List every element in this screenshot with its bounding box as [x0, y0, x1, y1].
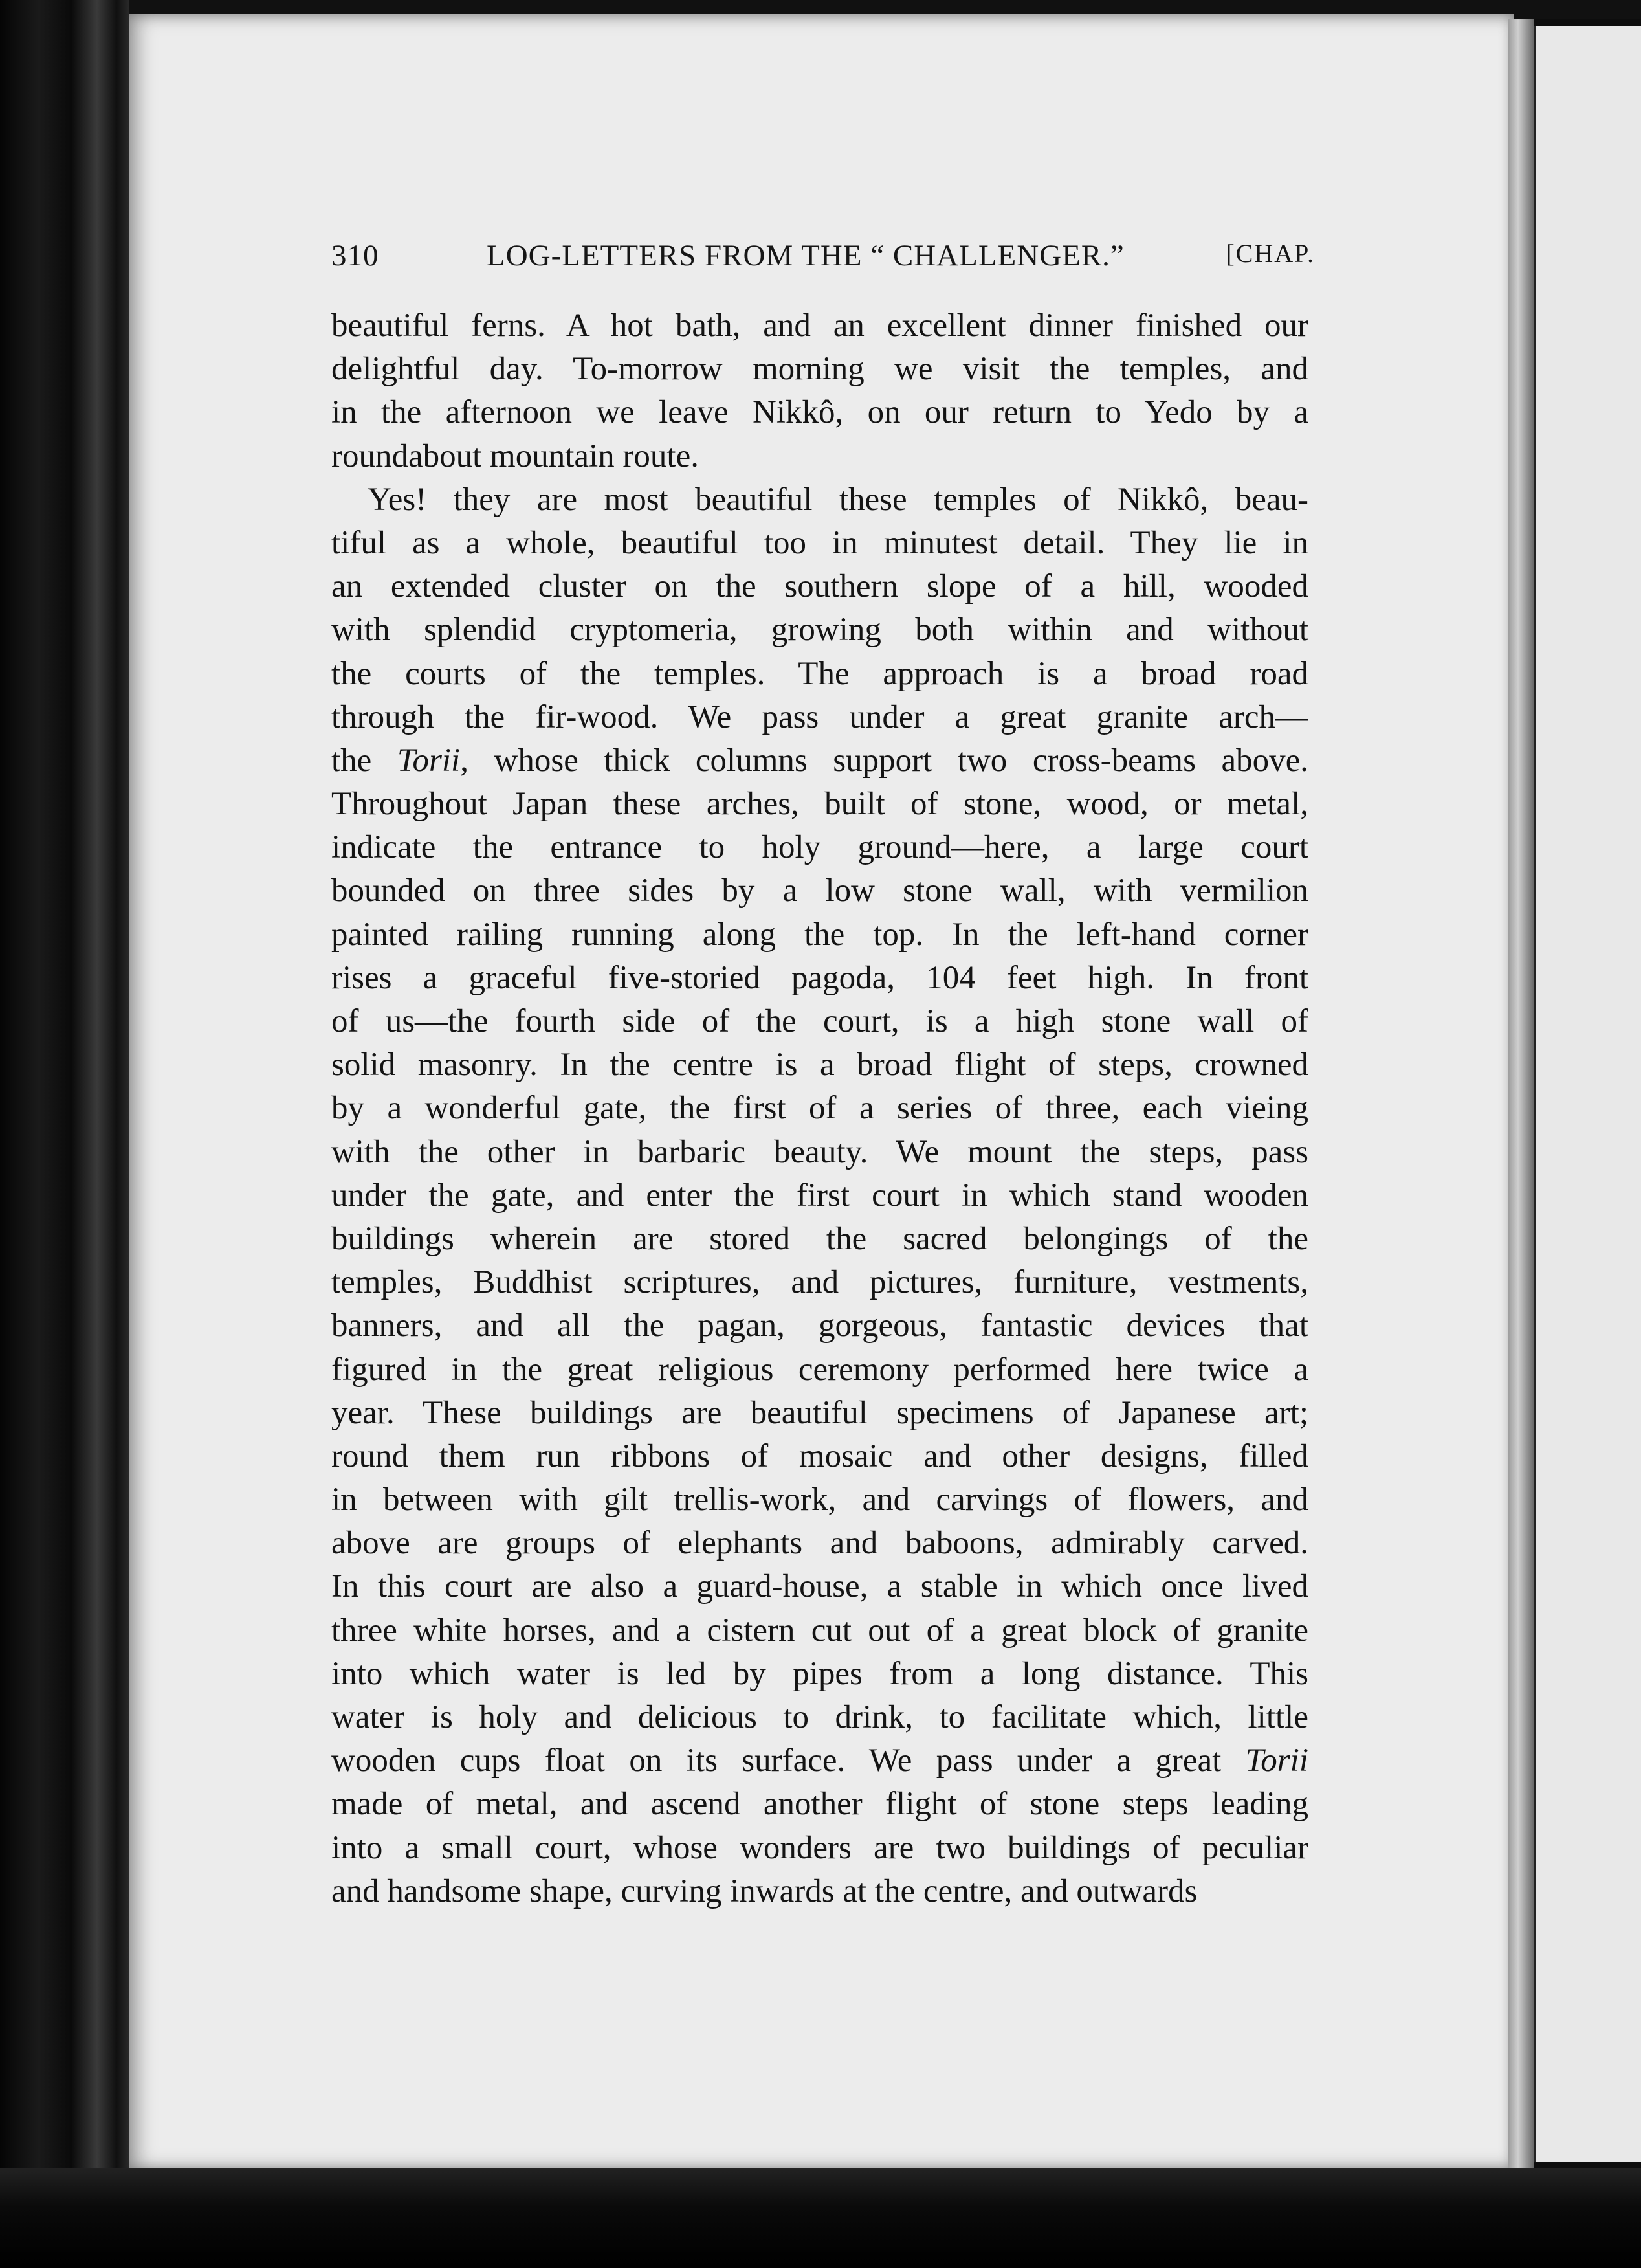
text-line: made of metal, and ascend another flight of stone steps leading — [331, 1786, 1308, 1823]
text-line: solid masonry. In the centre is a broad flight of steps, crowned — [331, 1047, 1308, 1084]
page-fold-edge — [1508, 19, 1534, 2168]
text-line: through the fir-wood. We pass under a great granite arch— — [331, 698, 1308, 735]
text-line: bounded on three sides by a low stone wall, with vermilion — [331, 873, 1308, 909]
text-line: an extended cluster on the southern slope of a hill, wooded — [331, 568, 1308, 605]
text-line: delightful day. To-morrow morning we visit the temples, and — [331, 351, 1308, 388]
text-line: Yes! they are most beautiful these temples of Nikkô, beau- — [368, 481, 1308, 518]
text-line: with splendid cryptomeria, growing both within and without — [331, 612, 1308, 649]
text-line: into which water is led by pipes from a long distance. This — [331, 1655, 1308, 1692]
text-line: roundabout mountain route. — [331, 438, 699, 474]
text-line: Throughout Japan these arches, built of stone, wood, or metal, — [331, 786, 1308, 823]
running-title: LOG-LETTERS FROM THE “ CHALLENGER.” — [487, 239, 1125, 272]
text-line: painted railing running along the top. In the left-hand corner — [331, 916, 1308, 953]
text-line: the Torii, whose thick columns support two cross-beams above. — [331, 742, 1308, 779]
chapter-mark: [CHAP. — [1226, 239, 1315, 268]
text-line: indicate the entrance to holy ground—here, a large court — [331, 829, 1308, 866]
text-line: into a small court, whose wonders are two buildings of peculiar — [331, 1829, 1308, 1866]
scan-bottom-edge — [0, 2168, 1641, 2268]
text-line: of us—the fourth side of the court, is a high stone wall of — [331, 1003, 1308, 1040]
italic-term: Torii — [1245, 1742, 1308, 1779]
text-line: the courts of the temples. The approach is a broad road — [331, 655, 1308, 692]
text-line: wooden cups float on its surface. We pass under a great Torii — [331, 1742, 1308, 1779]
text-line: in the afternoon we leave Nikkô, on our return to Yedo by a — [331, 394, 1308, 431]
adjacent-page — [1534, 26, 1641, 2162]
text-line: three white horses, and a cistern cut out of a great block of granite — [331, 1612, 1308, 1649]
text-line: year. These buildings are beautiful specimens of Japanese art; — [331, 1394, 1308, 1431]
text-line: by a wonderful gate, the first of a series of three, each vieing — [331, 1090, 1308, 1127]
text-line: In this court are also a guard-house, a stable in which once lived — [331, 1568, 1308, 1605]
page-number: 310 — [331, 239, 379, 272]
text-line: round them run ribbons of mosaic and other designs, filled — [331, 1438, 1308, 1474]
body-text — [331, 304, 1308, 1913]
text-line: in between with gilt trellis-work, and carvings of flowers, and — [331, 1482, 1308, 1518]
text-line: temples, Buddhist scriptures, and pictures, furniture, vestments, — [331, 1264, 1308, 1301]
text-line: tiful as a whole, beautiful too in minutest detail. They lie in — [331, 524, 1308, 561]
text-line: water is holy and delicious to drink, to facilitate which, little — [331, 1699, 1308, 1735]
text-line: above are groups of elephants and baboons, admirably carved. — [331, 1525, 1308, 1562]
text-line: banners, and all the pagan, gorgeous, fantastic devices that — [331, 1307, 1308, 1344]
text-line: under the gate, and enter the first court in which stand wooden — [331, 1177, 1308, 1214]
text-line: buildings wherein are stored the sacred belongings of the — [331, 1220, 1308, 1257]
italic-term: Torii — [397, 742, 461, 779]
text-line: figured in the great religious ceremony performed here twice a — [331, 1351, 1308, 1388]
text-line: and handsome shape, curving inwards at the centre, and outwards — [331, 1873, 1198, 1909]
book-binding — [0, 0, 129, 2268]
text-line: rises a graceful five-storied pagoda, 104 feet high. In front — [331, 959, 1308, 996]
text-line: with the other in barbaric beauty. We mount the steps, pass — [331, 1133, 1308, 1170]
text-line: beautiful ferns. A hot bath, and an excellent dinner finished our — [331, 307, 1308, 344]
running-header — [331, 238, 1315, 277]
